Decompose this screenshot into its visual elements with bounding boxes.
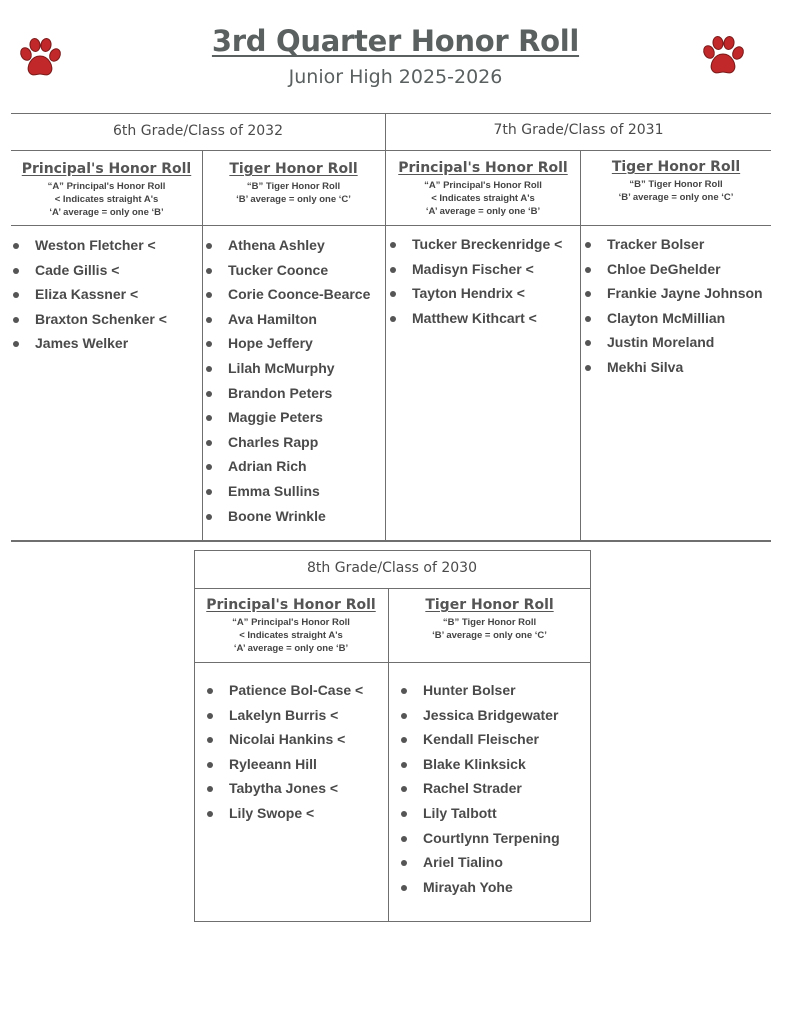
desc-line: “B” Tiger Honor Roll <box>246 181 341 192</box>
divider <box>11 540 771 542</box>
grade-7-tiger-header <box>581 159 771 204</box>
column-description <box>202 180 385 206</box>
list-item: Ryleeann Hill <box>207 752 363 777</box>
desc-line: < Indicates straight A's <box>239 630 343 641</box>
list-item: Tayton Hendrix < <box>390 281 562 306</box>
list-item: Hope Jeffery <box>206 331 370 356</box>
grade-6-principal-list <box>13 233 167 356</box>
desc-line: “B” Tiger Honor Roll <box>442 617 537 628</box>
column-description <box>11 180 202 219</box>
divider <box>194 550 590 551</box>
list-item: Athena Ashley <box>206 233 370 258</box>
divider <box>194 921 591 922</box>
divider <box>194 662 590 663</box>
column-description <box>386 179 580 218</box>
list-item: Frankie Jayne Johnson <box>585 281 763 306</box>
list-item: Ariel Tialino <box>401 850 560 875</box>
list-item: Lilah McMurphy <box>206 356 370 381</box>
list-item: Matthew Kithcart < <box>390 306 562 331</box>
grade-7-principal-header <box>386 160 580 218</box>
list-item: Blake Klinksick <box>401 752 560 777</box>
list-item: Brandon Peters <box>206 381 370 406</box>
divider <box>11 113 771 114</box>
list-item: Kendall Fleischer <box>401 727 560 752</box>
list-item: Madisyn Fischer < <box>390 257 562 282</box>
list-item: Cade Gillis < <box>13 258 167 283</box>
list-item: Tracker Bolser <box>585 232 763 257</box>
list-item: Nicolai Hankins < <box>207 727 363 752</box>
list-item: Emma Sullins <box>206 479 370 504</box>
page-subtitle: Junior High 2025-2026 <box>288 66 503 88</box>
desc-line: “A” Principal's Honor Roll <box>47 181 166 192</box>
desc-line: ‘B’ average = only one ‘C’ <box>432 630 547 641</box>
divider <box>202 150 203 541</box>
list-item: Jessica Bridgewater <box>401 703 560 728</box>
list-item: Lily Swope < <box>207 801 363 826</box>
list-item: Charles Rapp <box>206 430 370 455</box>
list-item: Corie Coonce-Bearce <box>206 282 370 307</box>
grade-6-principal-header <box>11 161 202 219</box>
list-item: Maggie Peters <box>206 405 370 430</box>
desc-line: < Indicates straight A's <box>54 194 159 205</box>
grade-8-heading: 8th Grade/Class of 2030 <box>307 560 477 576</box>
column-title: Tiger Honor Roll <box>229 161 358 177</box>
list-item: Patience Bol-Case < <box>207 678 363 703</box>
column-description <box>389 616 590 642</box>
desc-line: ‘A’ average = only one ‘B’ <box>49 207 164 218</box>
list-item: Braxton Schenker < <box>13 307 167 332</box>
column-title: Principal's Honor Roll <box>206 597 376 613</box>
list-item: Lily Talbott <box>401 801 560 826</box>
list-item: Courtlynn Terpening <box>401 826 560 851</box>
list-item: Justin Moreland <box>585 330 763 355</box>
grade-6-heading: 6th Grade/Class of 2032 <box>113 123 283 139</box>
divider <box>590 550 591 922</box>
desc-line: “A” Principal's Honor Roll <box>232 617 350 628</box>
list-item: Rachel Strader <box>401 776 560 801</box>
grade-6-tiger-list <box>206 233 370 528</box>
list-item: Clayton McMillian <box>585 306 763 331</box>
grade-8-tiger-list <box>401 678 560 899</box>
page-title: 3rd Quarter Honor Roll <box>211 24 580 58</box>
desc-line: < Indicates straight A's <box>431 193 535 204</box>
column-description <box>581 178 771 204</box>
grade-8-principal-header <box>194 597 388 655</box>
list-item: Mekhi Silva <box>585 355 763 380</box>
divider <box>11 225 771 226</box>
column-title: Principal's Honor Roll <box>398 160 568 176</box>
list-item: Hunter Bolser <box>401 678 560 703</box>
grade-8-tiger-header <box>389 597 590 642</box>
desc-line: ‘B’ average = only one ‘C’ <box>618 192 734 203</box>
desc-line: ‘A’ average = only one ‘B’ <box>425 206 541 217</box>
desc-line: “A” Principal's Honor Roll <box>424 180 542 191</box>
grade-7-principal-list <box>390 232 562 330</box>
list-item: Adrian Rich <box>206 454 370 479</box>
divider <box>11 150 771 151</box>
desc-line: ‘B’ average = only one ‘C’ <box>236 194 351 205</box>
column-title: Tiger Honor Roll <box>425 597 554 613</box>
list-item: Weston Fletcher < <box>13 233 167 258</box>
list-item: Lakelyn Burris < <box>207 703 363 728</box>
list-item: Eliza Kassner < <box>13 282 167 307</box>
list-item: Ava Hamilton <box>206 307 370 332</box>
grade-8-principal-list <box>207 678 363 826</box>
grade-6-tiger-header <box>202 161 385 206</box>
list-item: Tucker Breckenridge < <box>390 232 562 257</box>
list-item: Tabytha Jones < <box>207 776 363 801</box>
divider <box>194 588 590 589</box>
list-item: Mirayah Yohe <box>401 875 560 900</box>
list-item: Chloe DeGhelder <box>585 257 763 282</box>
desc-line: “B” Tiger Honor Roll <box>629 179 723 190</box>
column-title: Principal's Honor Roll <box>21 161 192 177</box>
grade-7-tiger-list <box>585 232 763 380</box>
list-item: James Welker <box>13 331 167 356</box>
list-item: Boone Wrinkle <box>206 504 370 529</box>
divider <box>580 150 581 541</box>
column-description <box>194 616 388 655</box>
column-title: Tiger Honor Roll <box>611 159 741 175</box>
desc-line: ‘A’ average = only one ‘B’ <box>233 643 349 654</box>
list-item: Tucker Coonce <box>206 258 370 283</box>
grade-7-heading: 7th Grade/Class of 2031 <box>493 122 664 138</box>
